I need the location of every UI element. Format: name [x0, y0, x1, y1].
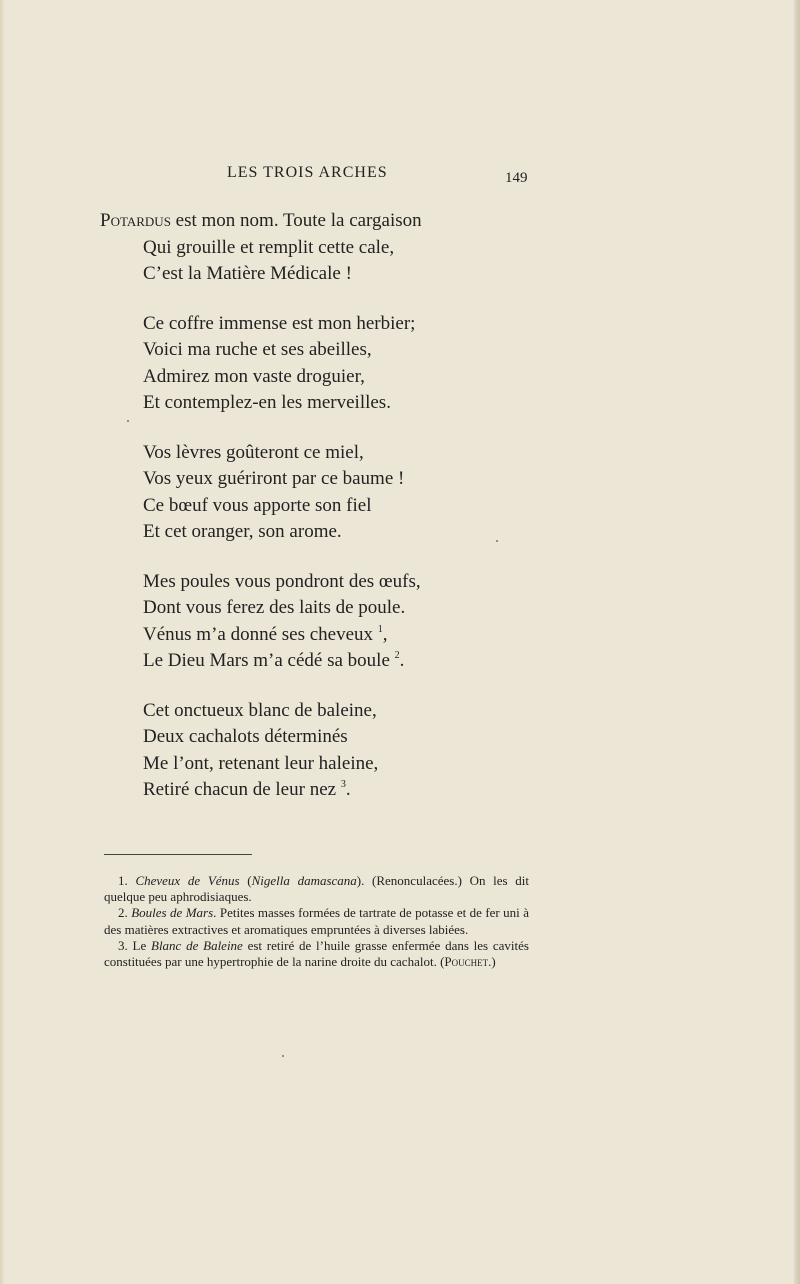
poem-line: Ce bœuf vous apporte son fiel — [143, 494, 372, 516]
speaker-name: Potardus — [100, 210, 171, 231]
poem-line: Me l’ont, retenant leur haleine, — [143, 752, 379, 774]
poem-line: Potardus est mon nom. Toute la cargaison — [100, 210, 422, 231]
poem-line: C’est la Matière Médicale ! — [143, 263, 352, 284]
poem-line: Le Dieu Mars m’a cédé sa boule $^2$. — [143, 650, 405, 671]
stanza-3 — [100, 440, 560, 546]
footnote-ref-2: 2 — [394, 650, 400, 661]
page-number: 149 — [505, 170, 528, 186]
page-right-edge — [794, 0, 800, 1284]
poem-line: Qui grouille et remplit cette cale, — [143, 236, 395, 258]
poem-line: Vos lèvres goûteront ce miel, — [143, 441, 364, 463]
running-header: LES TROIS ARCHES — [227, 164, 388, 181]
poem-line: Vos yeux guériront par ce baume ! — [143, 468, 405, 489]
poem-line: Voici ma ruche et ses abeilles, — [143, 339, 372, 360]
paper-speck — [496, 540, 498, 542]
poem-line: Admirez mon vaste droguier, — [143, 365, 365, 387]
footnotes — [104, 873, 529, 970]
paper-speck — [127, 420, 129, 422]
stanza-1 — [100, 208, 560, 288]
footnote-ref-1: 1 — [377, 623, 383, 635]
poem-line: Et contemplez-en les merveilles. — [143, 392, 391, 413]
page-left-edge — [0, 0, 4, 1284]
footnote-2: 2. Boules de Mars. Petites masses formées de tartrate de potasse et de fer uni à des matières extractives et aromatiques empruntées à diverses labiées. — [104, 905, 529, 937]
paper-speck — [282, 1055, 284, 1057]
poem-line: Ce coffre immense est mon herbier; — [143, 312, 416, 334]
footnote-3: 3. Le Blanc de Baleine est retiré de l’huile grasse enfermée dans les cavités constituées par une hypertrophie de la narine droite du cachalot. (Pouchet.) — [104, 937, 529, 970]
poem-line: Cet onctueux blanc de baleine, — [143, 699, 377, 721]
stanza-4 — [100, 569, 560, 675]
poem-line: Deux cachalots déterminés — [143, 726, 348, 747]
stanza-5 — [100, 698, 560, 804]
footnote-ref-3: 3 — [340, 779, 346, 790]
poem-line: Et cet oranger, son arome. — [143, 521, 342, 542]
footnote-1: 1. Cheveux de Vénus (Nigella damascana). (Renonculacées.) On les dit quelque peu aphrodisiaques. — [104, 873, 529, 905]
poem-line: Retiré chacun de leur nez $^3$. — [143, 779, 351, 800]
footnote-separator — [104, 854, 252, 855]
stanza-2 — [100, 311, 560, 417]
poem-line: Dont vous ferez des laits de poule. — [143, 597, 406, 618]
poem-line: Vénus m’a donné ses cheveux $^1$, — [143, 623, 388, 645]
poem-line: Mes poules vous pondront des œufs, — [143, 570, 421, 592]
poem — [100, 208, 560, 827]
